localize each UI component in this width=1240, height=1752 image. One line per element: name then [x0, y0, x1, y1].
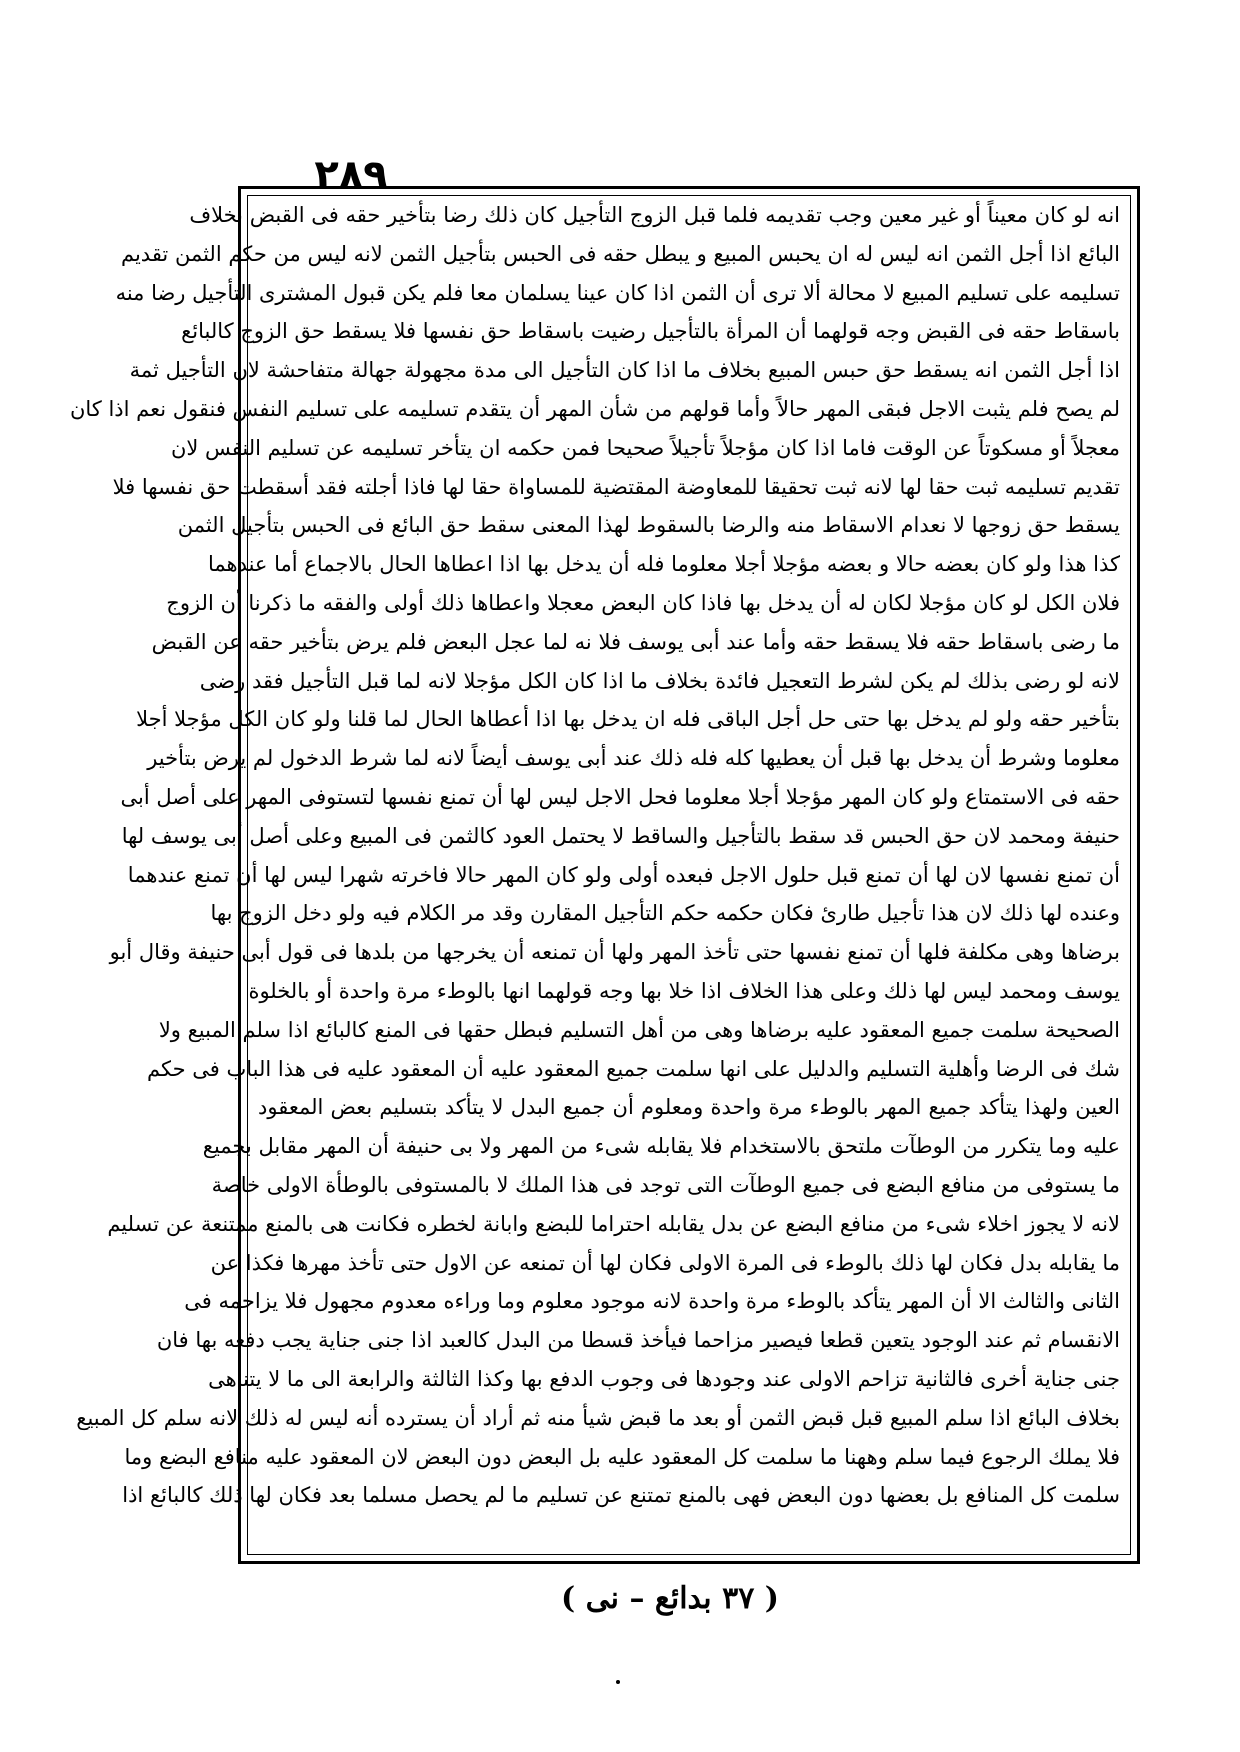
text-line: ما يستوفى من منافع البضع فى جميع الوطآت التى توجد فى هذا الملك لا بالمستوفى بالوطأة الاولى خاصة: [211, 1172, 1120, 1197]
text-line: حنيفة ومحمد لان حق الحبس قد سقط بالتأجيل والساقط لا يحتمل العود كالثمن فى المبيع وعلى أصل أبى يوسف لها: [121, 823, 1120, 848]
text-line: اذا أجل الثمن انه يسقط حق حبس المبيع بخلاف ما اذا كان التأجيل الى مدة مجهولة جهالة متفاحشة لان التأجيل ثمة: [129, 358, 1120, 383]
text-line: أن تمنع نفسها لان لها أن تمنع قبل حلول الاجل فبعده أولى ولو كان المهر حالا فاخرته شهرا ليس لها أن تمنع عندهما: [127, 862, 1120, 887]
text-line: جنى جناية أخرى فالثانية تزاحم الاولى عند وجودها فى وجوب الدفع بها وكذا الثالثة والرابعة الى ما لا يتناهى: [208, 1366, 1120, 1391]
text-line: الثانى والثالث الا أن المهر يتأكد بالوطء مرة واحدة لانه موجود معلوم وما وراءه معدوم مجهول فلا يزاحمه فى: [184, 1289, 1120, 1314]
text-line: معلوما وشرط أن يدخل بها قبل أن يعطيها كله فله ذلك عند أبى يوسف أيضاً لانه لما شرط الدخول لم يرض بتأخير: [147, 746, 1120, 771]
text-line: وعنده لها ذلك لان هذا تأجيل طارئ فكان حكمه حكم التأجيل المقارن وقد مر الكلام فيه ولو دخل الزوج بها: [210, 901, 1120, 926]
text-line: معجلاً أو مسكوتاً عن الوقت فاما اذا كان مؤجلاً تأجيلاً صحيحا فمن حكمه ان يتأخر تسليمه عن تسليم النفس لان: [170, 435, 1120, 460]
text-line: ما رضى باسقاط حقه فلا يسقط حقه وأما عند أبى يوسف فلا نه لما عجل البعض فلم يرض بتأخير حقه عن القبض: [151, 629, 1120, 654]
text-line: الصحيحة سلمت جميع المعقود عليه برضاها وهى من أهل التسليم فبطل حقها فى المنع كالبائع اذا سلم المبيع ولا: [158, 1017, 1120, 1042]
stray-dot: [616, 1680, 620, 1684]
text-line: فلان الكل لو كان مؤجلا لكان له أن يدخل بها فاذا كان البعض معجلا واعطاها ذلك أولى والفقه ما ذكرنا أن الزوج: [166, 590, 1120, 615]
text-line: انه لو كان معيناً أو غير معين وجب تقديمه فلما قبل الزوج التأجيل كان ذلك رضا بتأخير حقه فى القبض بخلاف: [189, 203, 1120, 227]
text-line: لانه لا يجوز اخلاء شىء من منافع البضع عن بدل يقابله احتراما للبضع وابانة لخطره فكانت هى بالمنع ممتنعة عن تسليم: [107, 1211, 1120, 1236]
text-line: تقديم تسليمه ثبت حقا لها لانه ثبت تحقيقا للمعاوضة المقتضية للمساواة حقا لها فاذا أجلته فقد أسقطت حق نفسها فلا: [112, 474, 1120, 499]
text-line: كذا هذا ولو كان بعضه حالا و بعضه مؤجلا أجلا معلوما فله أن يدخل بها اذا اعطاها الحال بالاجماع أما عندهما: [207, 552, 1120, 577]
text-line: فلا يملك الرجوع فيما سلم وههنا ما سلمت كل المعقود عليه بل البعض دون البعض لان المعقود عليه منافع البضع وما: [124, 1444, 1120, 1469]
text-line: شك فى الرضا وأهلية التسليم والدليل على انها سلمت جميع المعقود عليه أن المعقود عليه فى هذا الباب فى حكم: [147, 1056, 1120, 1081]
signature-mark: ( ٣٧ بدائع – نى ): [561, 1581, 779, 1616]
text-line: البائع اذا أجل الثمن انه ليس له ان يحبس المبيع و يبطل حقه فى الحبس بتأجيل الثمن لانه ليس من حكم الثمن تقديم: [120, 241, 1120, 266]
text-line: ما يقابله بدل فكان لها ذلك بالوطء فى المرة الاولى فكان لها أن تمنعه عن الاول حتى تأخذ مهرها فكذا عن: [210, 1250, 1120, 1275]
text-line: عليه وما يتكرر من الوطآت ملتحق بالاستخدام فلا يقابله شىء من المهر ولا بى حنيفة أن المهر مقابل بجميع: [202, 1134, 1120, 1159]
text-line: يوسف ومحمد ليس لها ذلك وعلى هذا الخلاف اذا خلا بها وجه قولهما انها بالوطء مرة واحدة أو بالخلوة: [248, 978, 1120, 1003]
main-text-block: [69, 196, 1120, 1558]
text-line: باسقاط حقه فى القبض وجه قولهما أن المرأة بالتأجيل رضيت باسقاط حق نفسها فلا يسقط حق الزوج كالبائع: [181, 319, 1120, 344]
text-line: الانقسام ثم عند الوجود يتعين قطعا فيصير مزاحما فيأخذ قسطا من البدل كالعبد اذا جنى جناية يجب دفعه بها فان: [156, 1328, 1120, 1353]
text-line: لانه لو رضى بذلك لم يكن لشرط التعجيل فائدة بخلاف ما اذا كان الكل مؤجلا لانه لما قبل التأجيل فقد رضى: [199, 668, 1120, 693]
text-line: سلمت كل المنافع بل بعضها دون البعض فهى بالمنع تمتنع عن تسليم ما لم يحصل مسلما بعد فكان لها ذلك كالبائع اذا: [122, 1483, 1120, 1508]
text-line: بخلاف البائع اذا سلم المبيع قبل قبض الثمن أو بعد ما قبض شيأ منه ثم أراد أن يسترده أنه ليس له ذلك لانه سلم كل المبيع: [76, 1405, 1120, 1430]
page-number: ٢٨٩: [314, 152, 388, 198]
text-line: حقه فى الاستمتاع ولو كان المهر مؤجلا أجلا معلوما فحل الاجل ليس لها أن تمنع نفسها لتستوفى المهر على أصل أبى: [120, 784, 1120, 809]
text-line: يسقط حق زوجها لا نعدام الاسقاط منه والرضا بالسقوط لهذا المعنى سقط حق البائع فى الحبس بتأجيل الثمن: [177, 513, 1120, 538]
text-line: العين ولهذا يتأكد جميع المهر بالوطء مرة واحدة ومعلوم أن جميع البدل لا يتأكد بتسليم بعض المعقود: [258, 1095, 1120, 1120]
text-line: برضاها وهى مكلفة فلها أن تمنع نفسها حتى تأخذ المهر ولها أن تمنعه أن يخرجها من بلدها فى قول أبى حنيفة وقال أبو: [109, 940, 1120, 965]
text-line: تسليمه على تسليم المبيع لا محالة ألا ترى أن الثمن اذا كان عينا يسلمان معا فلم يكن قبول المشترى التأجيل رضا منه: [115, 280, 1120, 305]
text-line: بتأخير حقه ولو لم يدخل بها حتى حل أجل الباقى فله ان يدخل بها اذا أعطاها الحال لما قلنا ولو كان الكل مؤجلا أجلا: [136, 707, 1120, 732]
text-line: لم يصح فلم يثبت الاجل فبقى المهر حالاً وأما قولهم من شأن المهر أن يتقدم تسليمه على تسليم النفس فنقول نعم اذا كان: [69, 396, 1120, 421]
